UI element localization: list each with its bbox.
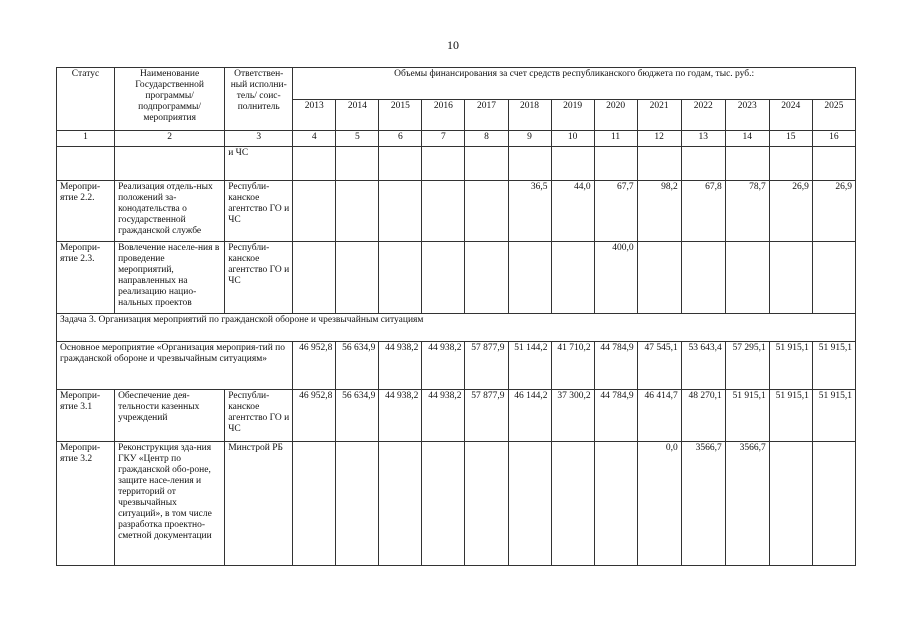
column-number-row xyxy=(57,131,856,147)
value-cell: 56 634,9 xyxy=(336,390,379,442)
value-cell: 51 915,1 xyxy=(812,342,855,390)
value-cell xyxy=(681,242,725,314)
value-cell xyxy=(379,442,422,566)
header-name: Наименование Государственной программы/ подпрограммы/ мероприятия xyxy=(115,68,225,131)
header-status: Статус xyxy=(57,68,115,131)
row-name: Вовлечение населе-ния в проведение мероприятий, направленных на реализацию нацио-нальных проектов xyxy=(115,242,225,314)
col-number: 2 xyxy=(115,131,225,147)
value-cell xyxy=(465,181,508,242)
col-number: 7 xyxy=(422,131,465,147)
value-cell: 53 643,4 xyxy=(681,342,725,390)
value-cell: 51 915,1 xyxy=(812,390,855,442)
year-cell: 2018 xyxy=(508,100,551,131)
value-cell: 46 144,2 xyxy=(508,390,551,442)
value-cell xyxy=(465,147,508,181)
task-row xyxy=(57,314,856,342)
value-cell: 46 952,8 xyxy=(293,390,336,442)
value-cell: 44 784,9 xyxy=(594,342,637,390)
value-cell: 57 295,1 xyxy=(725,342,769,390)
value-cell xyxy=(681,147,725,181)
col-number: 5 xyxy=(336,131,379,147)
year-cell: 2021 xyxy=(637,100,681,131)
value-cell: 48 270,1 xyxy=(681,390,725,442)
year-cell: 2025 xyxy=(812,100,855,131)
row-status xyxy=(57,147,115,181)
value-cell: 56 634,9 xyxy=(336,342,379,390)
value-cell xyxy=(293,442,336,566)
value-cell: 44 938,2 xyxy=(422,390,465,442)
row-status: Меропри-ятие 3.2 xyxy=(57,442,115,566)
table-row xyxy=(57,242,856,314)
value-cell: 26,9 xyxy=(812,181,855,242)
value-cell: 46 952,8 xyxy=(293,342,336,390)
year-cell: 2016 xyxy=(422,100,465,131)
value-cell: 67,7 xyxy=(594,181,637,242)
row-responsible: и ЧС xyxy=(225,147,293,181)
table-row xyxy=(57,147,856,181)
value-cell xyxy=(379,181,422,242)
value-cell xyxy=(812,442,855,566)
year-cell: 2014 xyxy=(336,100,379,131)
value-cell: 47 545,1 xyxy=(637,342,681,390)
value-cell xyxy=(637,147,681,181)
value-cell xyxy=(594,147,637,181)
table-row xyxy=(57,390,856,442)
value-cell: 57 877,9 xyxy=(465,342,508,390)
value-cell xyxy=(293,242,336,314)
year-cell: 2013 xyxy=(293,100,336,131)
value-cell xyxy=(336,242,379,314)
value-cell xyxy=(551,442,594,566)
value-cell: 44,0 xyxy=(551,181,594,242)
value-cell xyxy=(465,442,508,566)
col-number: 8 xyxy=(465,131,508,147)
value-cell xyxy=(293,147,336,181)
value-cell xyxy=(422,147,465,181)
value-cell: 98,2 xyxy=(637,181,681,242)
value-cell xyxy=(637,242,681,314)
year-cell: 2022 xyxy=(681,100,725,131)
table-row xyxy=(57,442,856,566)
row-name xyxy=(115,147,225,181)
task-3-heading: Задача 3. Организация мероприятий по гражданской обороне и чрезвычайным ситуациям xyxy=(57,314,856,342)
row-responsible: Республи-канское агентство ГО и ЧС xyxy=(225,242,293,314)
value-cell xyxy=(422,181,465,242)
value-cell: 36,5 xyxy=(508,181,551,242)
value-cell xyxy=(594,442,637,566)
value-cell xyxy=(769,442,812,566)
value-cell: 400,0 xyxy=(594,242,637,314)
row-name: Реализация отдель-ных положений за-конодательства о государственной гражданской службе xyxy=(115,181,225,242)
value-cell: 51 144,2 xyxy=(508,342,551,390)
value-cell xyxy=(336,181,379,242)
row-responsible: Республи-канское агентство ГО и ЧС xyxy=(225,181,293,242)
value-cell xyxy=(465,242,508,314)
value-cell: 51 915,1 xyxy=(769,390,812,442)
value-cell: 78,7 xyxy=(725,181,769,242)
col-number: 11 xyxy=(594,131,637,147)
value-cell: 41 710,2 xyxy=(551,342,594,390)
col-number: 4 xyxy=(293,131,336,147)
value-cell: 46 414,7 xyxy=(637,390,681,442)
col-number: 13 xyxy=(681,131,725,147)
col-number: 10 xyxy=(551,131,594,147)
value-cell xyxy=(812,242,855,314)
col-number: 3 xyxy=(225,131,293,147)
value-cell xyxy=(812,147,855,181)
value-cell xyxy=(422,242,465,314)
year-cell: 2019 xyxy=(551,100,594,131)
row-responsible: Минстрой РБ xyxy=(225,442,293,566)
value-cell: 44 938,2 xyxy=(379,342,422,390)
year-cell: 2017 xyxy=(465,100,508,131)
value-cell: 26,9 xyxy=(769,181,812,242)
col-number: 16 xyxy=(812,131,855,147)
value-cell xyxy=(551,242,594,314)
row-responsible: Республи-канское агентство ГО и ЧС xyxy=(225,390,293,442)
table-row xyxy=(57,181,856,242)
page-number: 10 xyxy=(447,38,459,52)
year-cell: 2024 xyxy=(769,100,812,131)
row-status: Меропри-ятие 2.2. xyxy=(57,181,115,242)
value-cell: 67,8 xyxy=(681,181,725,242)
header-responsible: Ответствен-ный исполни-тель/ соис-полнитель xyxy=(225,68,293,131)
value-cell xyxy=(422,442,465,566)
year-cell: 2020 xyxy=(594,100,637,131)
value-cell: 51 915,1 xyxy=(769,342,812,390)
value-cell: 51 915,1 xyxy=(725,390,769,442)
main-event-row xyxy=(57,342,856,390)
value-cell xyxy=(379,242,422,314)
value-cell: 3566,7 xyxy=(725,442,769,566)
row-name: Реконструкция зда-ния ГКУ «Центр по гражданской обо-роне, защите насе-ления и территорий от чрезвычайных ситуаций», в том числе разработка проектно-сметной документации xyxy=(115,442,225,566)
value-cell xyxy=(336,442,379,566)
value-cell: 44 938,2 xyxy=(422,342,465,390)
col-number: 1 xyxy=(57,131,115,147)
row-status: Меропри-ятие 2.3. xyxy=(57,242,115,314)
value-cell xyxy=(769,147,812,181)
value-cell xyxy=(379,147,422,181)
year-cell: 2023 xyxy=(725,100,769,131)
value-cell xyxy=(769,242,812,314)
value-cell xyxy=(508,242,551,314)
value-cell: 37 300,2 xyxy=(551,390,594,442)
value-cell: 44 938,2 xyxy=(379,390,422,442)
value-cell: 0,0 xyxy=(637,442,681,566)
value-cell xyxy=(725,147,769,181)
value-cell xyxy=(725,242,769,314)
col-number: 6 xyxy=(379,131,422,147)
value-cell xyxy=(508,442,551,566)
row-name: Обеспечение дея-тельности казенных учреждений xyxy=(115,390,225,442)
value-cell: 44 784,9 xyxy=(594,390,637,442)
col-number: 9 xyxy=(508,131,551,147)
col-number: 12 xyxy=(637,131,681,147)
value-cell xyxy=(551,147,594,181)
value-cell: 3566,7 xyxy=(681,442,725,566)
value-cell xyxy=(336,147,379,181)
value-cell: 57 877,9 xyxy=(465,390,508,442)
value-cell xyxy=(293,181,336,242)
value-cell xyxy=(508,147,551,181)
row-status: Меропри-ятие 3.1 xyxy=(57,390,115,442)
header-funding: Объемы финансирования за счет средств республиканского бюджета по годам, тыс. руб.: xyxy=(293,68,856,100)
main-event-name: Основное мероприятие «Организация мероприя-тий по гражданской обороне и чрезвычайным ситуациям» xyxy=(57,342,293,390)
funding-table xyxy=(56,67,856,566)
col-number: 15 xyxy=(769,131,812,147)
year-cell: 2015 xyxy=(379,100,422,131)
col-number: 14 xyxy=(725,131,769,147)
